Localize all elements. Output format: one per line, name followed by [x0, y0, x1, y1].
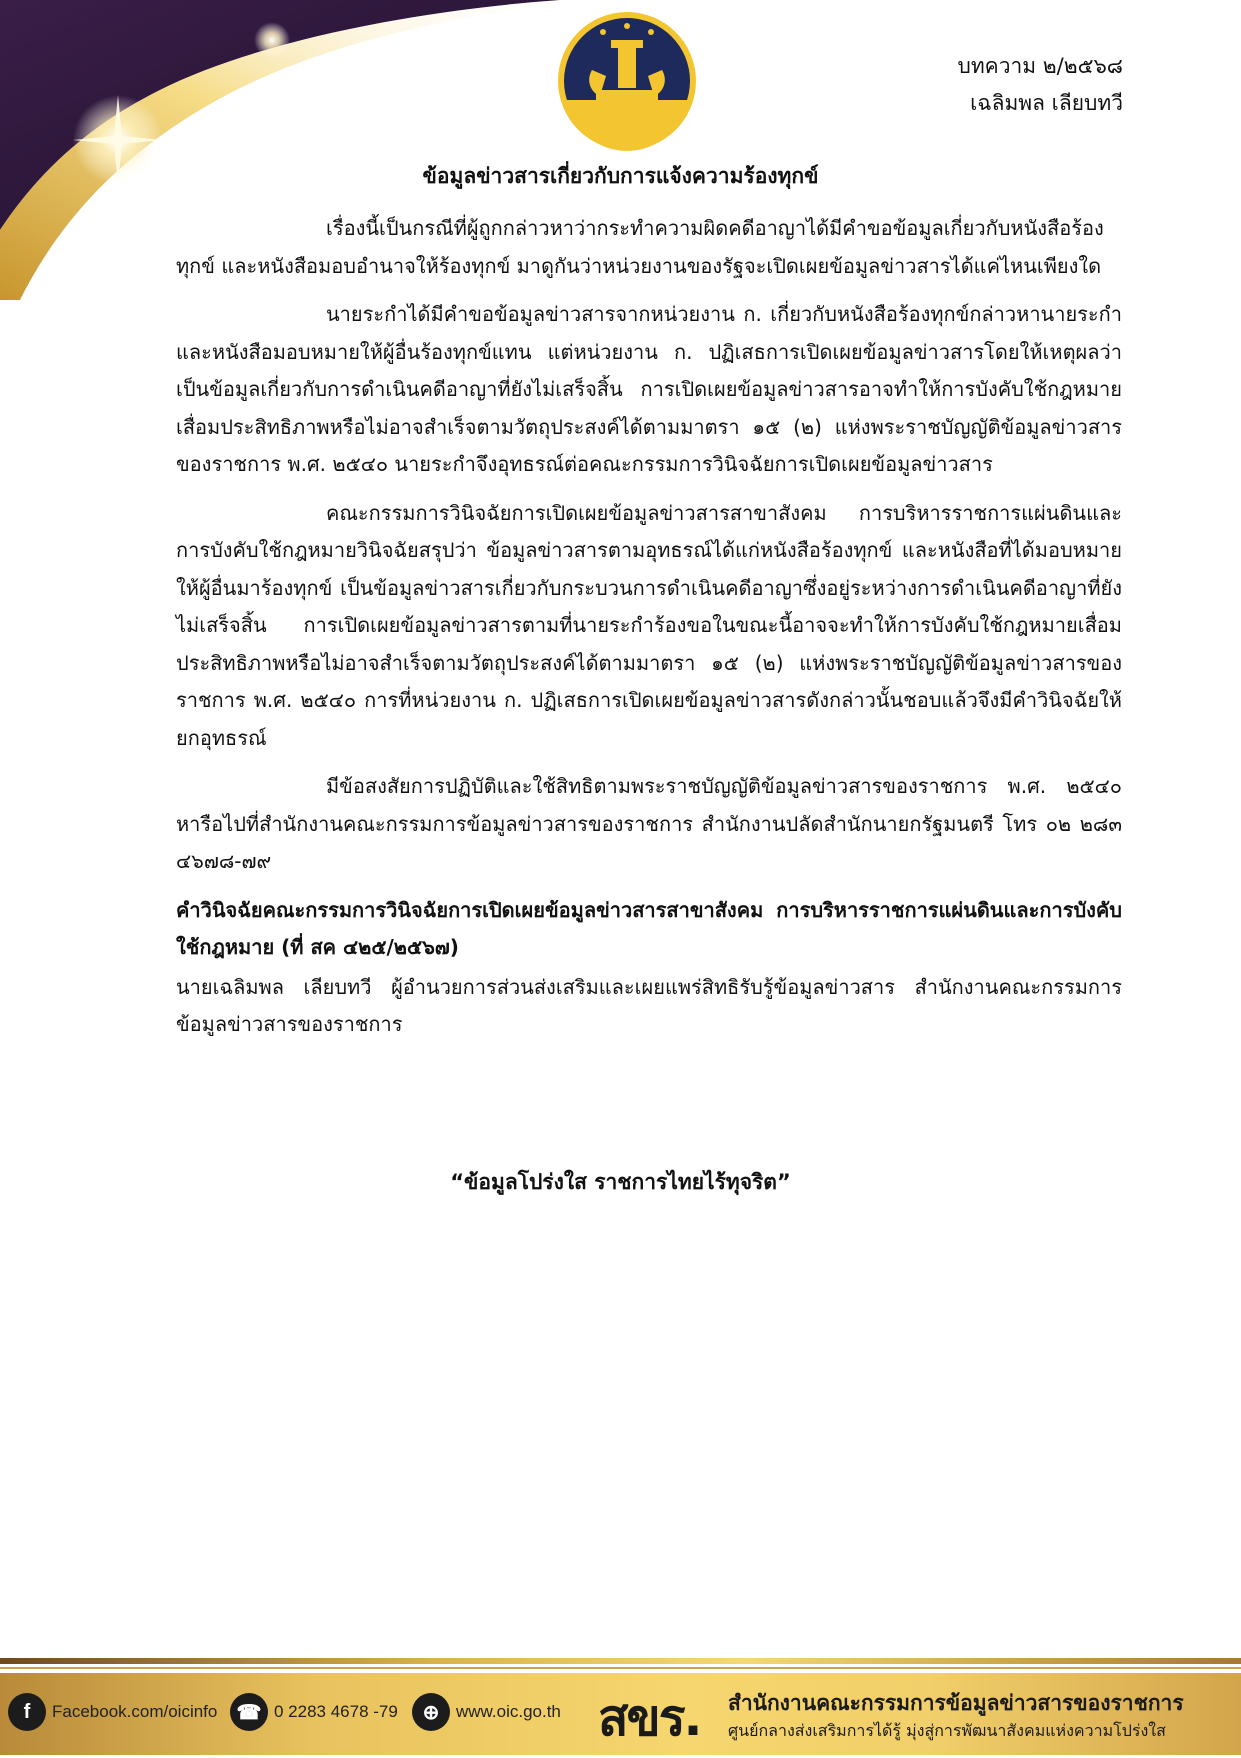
paragraph-contact: มีข้อสงสัยการปฏิบัติและใช้สิทธิตามพระราชบัญญัติข้อมูลข่าวสารของราชการ พ.ศ. ๒๕๔๐ หารือไปที่สำนักงานคณะกรรมการข้อมูลข่าวสารของราชการ สำนักงานปลัดสำนักนายกรัฐมนตรี โทร ๐๒ ๒๘๓ ๔๖๗๘-๗๙ [176, 774, 1122, 873]
slogan: “ข้อมูลโปร่งใส ราชการไทยไร้ทุจริต” [450, 1170, 791, 1194]
article-meta [957, 48, 1123, 122]
phone-icon: ☎ [230, 1693, 268, 1731]
paragraph-decision: คณะกรรมการวินิจฉัยการเปิดเผยข้อมูลข่าวสารสาขาสังคม การบริหารราชการแผ่นดินและการบังคับใช้กฎหมายวินิจฉัยสรุปว่า ข้อมูลข่าวสารตามอุทธรณ์ได้แก่หนังสือร้องทุกข์ และหนังสือที่ได้มอบหมายให้ผู้อื่นมาร้องทุกข์ เป็นข้อมูลข่าวสารเกี่ยวกับกระบวนการดำเนินคดีอาญาซึ่งอยู่ระหว่างการดำเนินคดีอาญาที่ยังไม่เสร็จสิ้น การเปิดเผยข้อมูลข่าวสารตามที่นายระกำร้องขอในขณะนี้อาจจะทำให้การบังคับใช้กฎหมายเสื่อมประสิทธิภาพหรือไม่อาจสำเร็จตามวัตถุประสงค์ได้ตามมาตรา ๑๕ (๒) แห่งพระราชบัญญัติข้อมูลข่าวสารของราชการ พ.ศ. ๒๕๔๐ การที่หน่วยงาน ก. ปฏิเสธการเปิดเผยข้อมูลข่าวสารดังกล่าวนั้นชอบแล้วจึงมีคำวินิจฉัยให้ยกอุทธรณ์ [176, 500, 1122, 750]
globe-icon: ⊕ [412, 1693, 450, 1731]
footer-website[interactable] [412, 1693, 561, 1731]
decision-reference: คำวินิจฉัยคณะกรรมการวินิจฉัยการเปิดเผยข้อมูลข่าวสารสาขาสังคม การบริหารราชการแผ่นดินและการบังคับใช้กฎหมาย (ที่ สค ๔๒๕/๒๕๖๗) [176, 897, 1122, 959]
article-author: เฉลิมพล เลียบทวี [970, 91, 1123, 115]
article-title: ข้อมูลข่าวสารเกี่ยวกับการแจ้งความร้องทุกข์ [422, 164, 819, 188]
paragraph-facts: นายระกำได้มีคำขอข้อมูลข่าวสารจากหน่วยงาน ก. เกี่ยวกับหนังสือร้องทุกข์กล่าวหานายระกำ และหนังสือมอบหมายให้ผู้อื่นร้องทุกข์แทน แต่หน่วยงาน ก. ปฏิเสธการเปิดเผยข้อมูลข่าวสารโดยให้เหตุผลว่า เป็นข้อมูลเกี่ยวกับการดำเนินคดีอาญาที่ยังไม่เสร็จสิ้น การเปิดเผยข้อมูลข่าวสารอาจทำให้การบังคับใช้กฎหมายเสื่อมประสิทธิภาพหรือไม่อาจสำเร็จตามวัตถุประสงค์ได้ตามมาตรา ๑๕ (๒) แห่งพระราชบัญญัติข้อมูลข่าวสารของราชการ พ.ศ. ๒๕๔๐ นายระกำจึงอุทธรณ์ต่อคณะกรรมการวินิจฉัยการเปิดเผยข้อมูลข่าวสาร [176, 302, 1122, 476]
footer-phone[interactable] [230, 1693, 398, 1731]
oic-wordmark: สขร. [598, 1689, 701, 1747]
org-name: สำนักงานคณะกรรมการข้อมูลข่าวสารของราชการ [728, 1691, 1184, 1715]
footer-divider [0, 1658, 1241, 1664]
paragraph-intro: เรื่องนี้เป็นกรณีที่ผู้ถูกกล่าวหาว่ากระทำความผิดคดีอาญาได้มีคำขอข้อมูลเกี่ยวกับหนังสือร้องทุกข์ และหนังสือมอบอำนาจให้ร้องทุกข์ มาดูกันว่าหน่วยงานของรัฐจะเปิดเผยข้อมูลข่าวสารได้แค่ไหนเพียงใด [176, 216, 1104, 278]
website-link[interactable]: www.oic.go.th [456, 1702, 561, 1721]
org-tagline: ศูนย์กลางส่งเสริมการได้รู้ มุ่งสู่การพัฒนาสังคมแห่งความโปร่งใส [728, 1721, 1166, 1740]
article-body [176, 210, 1122, 1055]
phone-number[interactable]: 0 2283 4678 -79 [274, 1702, 398, 1721]
article-number: บทความ ๒/๒๕๖๘ [957, 54, 1123, 78]
author-credit: นายเฉลิมพล เลียบทวี ผู้อำนวยการส่วนส่งเสริมและเผยแพร่สิทธิรับรู้ข้อมูลข่าวสาร สำนักงานคณะกรรมการข้อมูลข่าวสารของราชการ [176, 974, 1122, 1036]
oic-emblem-logo [556, 10, 698, 152]
footer-bar [0, 1673, 1241, 1755]
footer-facebook[interactable] [8, 1693, 217, 1731]
facebook-link[interactable]: Facebook.com/oicinfo [52, 1702, 218, 1721]
footer-divider-thin [0, 1667, 1241, 1669]
facebook-icon: f [8, 1693, 46, 1731]
